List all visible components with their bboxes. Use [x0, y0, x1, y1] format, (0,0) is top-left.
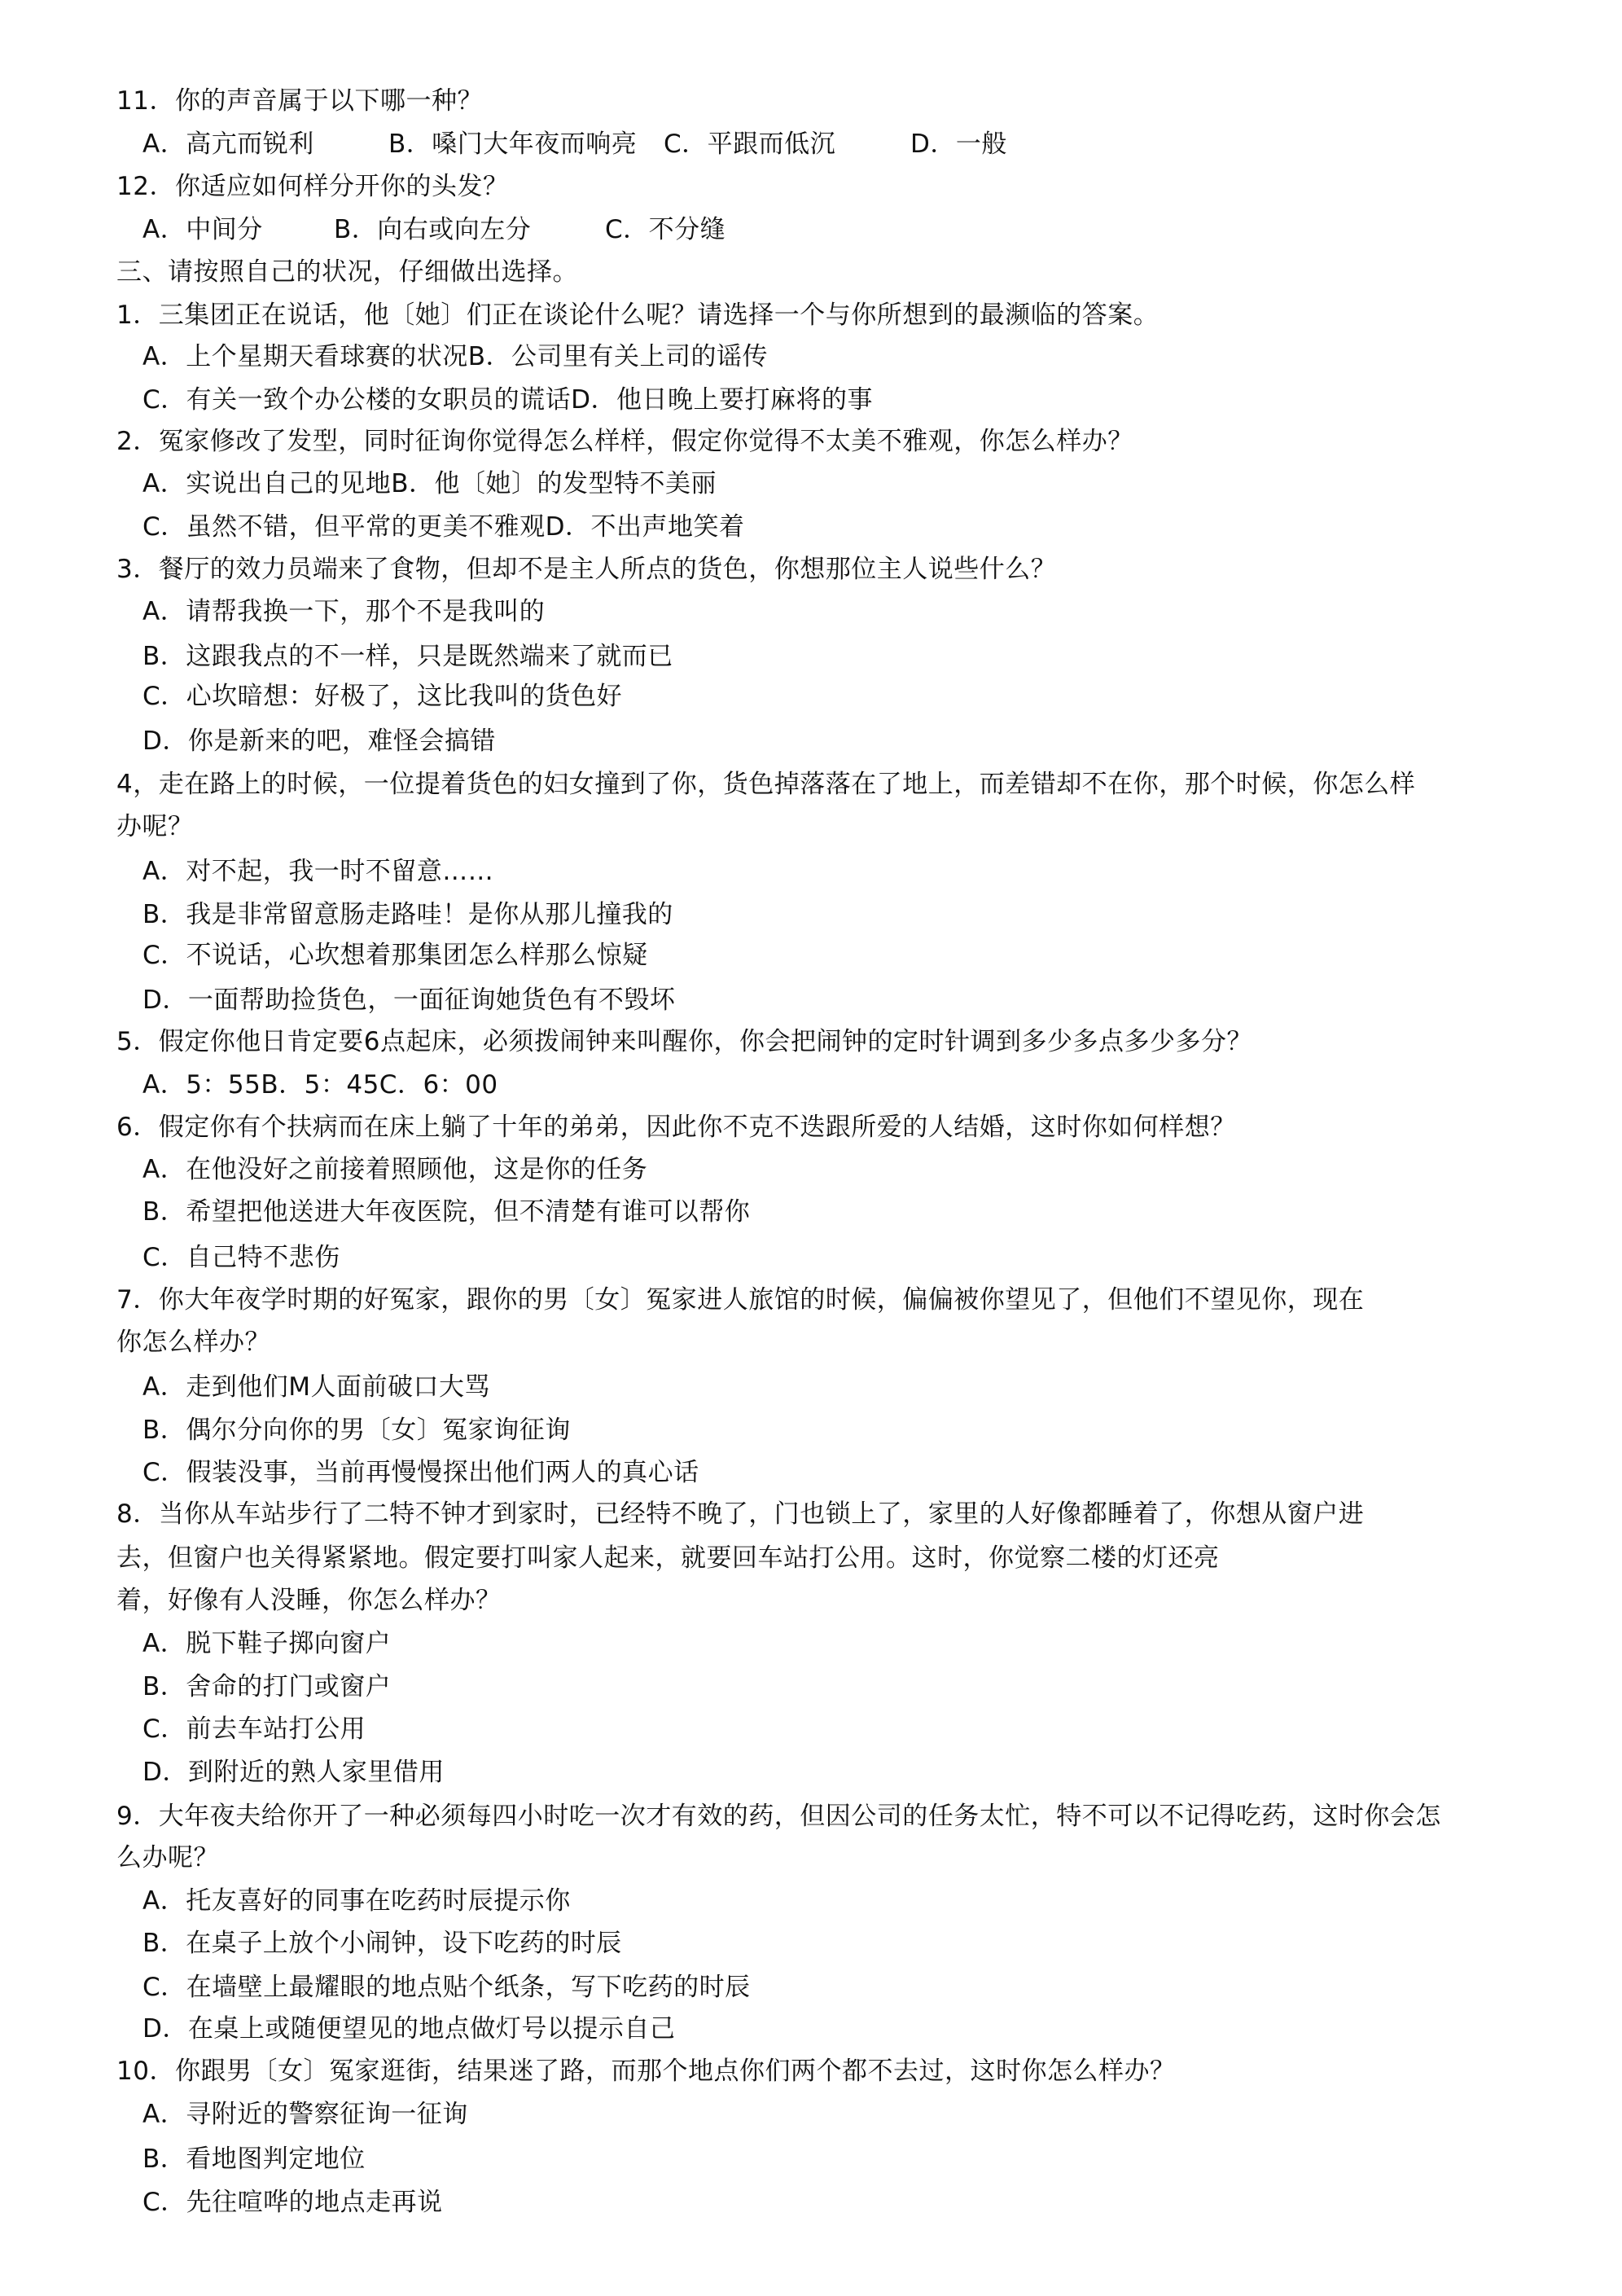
option-d: D．一般: [910, 130, 1007, 159]
s3-question-6-option-b: B．希望把他送进大年夜医院，但不清楚有谁可以帮你: [142, 1197, 751, 1227]
option-a: A．高亢而锐利: [142, 130, 314, 159]
option-b: B．嗓门大年夜而响亮: [388, 130, 638, 159]
s3-question-8-stem-line-3: 着，好像有人没睡，你怎么样办？: [116, 1586, 502, 1615]
question-11-options: [142, 128, 1038, 160]
section-3-heading: 三、请按照自己的状况，仔细做出选择。: [116, 257, 578, 287]
s3-question-3-option-b: B．这跟我点的不一样，只是既然端来了就而已: [142, 642, 673, 671]
s3-question-5-options: A．5：55B．5：45C．6：00: [142, 1070, 498, 1100]
s3-question-9-option-b: B．在桌子上放个小闹钟，设下吃药的时辰: [142, 1929, 622, 1958]
s3-question-8-stem-line-2: 去，但窗户也关得紧紧地。假定要打叫家人起来，就要回车站打公用。这时，你觉察二楼的灯还亮: [116, 1543, 1220, 1573]
s3-question-1-stem: 1．三集团正在说话，他〔她〕们正在谈论什么呢？请选择一个与你所想到的最濒临的答案。: [116, 301, 1160, 330]
s3-question-10-option-b: B．看地图判定地位: [142, 2145, 366, 2174]
s3-question-7-option-c: C．假装没事，当前再慢慢探出他们两人的真心话: [142, 1458, 699, 1487]
s3-question-4-option-c: C．不说话，心坎想着那集团怎么样那么惊疑: [142, 941, 648, 970]
s3-question-10-option-c: C．先往喧哗的地点走再说: [142, 2188, 443, 2217]
s3-question-9-option-c: C．在墙壁上最耀眼的地点贴个纸条，写下吃药的时辰: [142, 1973, 751, 2002]
s3-question-9-stem-line-2: 么办呢？: [116, 1843, 219, 1872]
s3-question-2-options-cd: C．虽然不错，但平常的更美不雅观D．不出声地笑着: [142, 512, 745, 542]
s3-question-1-options-cd: C．有关一致个办公楼的女职员的谎话D．他日晚上要打麻将的事: [142, 385, 874, 415]
s3-question-9-stem-line-1: 9．大年夜夫给你开了一种必须每四小时吃一次才有效的药，但因公司的任务太忙，特不可以不记得吃药，这时你会怎: [116, 1802, 1441, 1831]
s3-question-3-option-d: D．你是新来的吧，难怪会搞错: [142, 727, 496, 756]
s3-question-5-stem: 5．假定你他日肯定要6点起床，必须拨闹钟来叫醒你，你会把闹钟的定时针调到多少多点多少多分？: [116, 1027, 1252, 1056]
s3-question-3-option-c: C．心坎暗想：好极了，这比我叫的货色好: [142, 682, 623, 711]
s3-question-7-stem-line-2: 你怎么样办？: [116, 1328, 270, 1357]
s3-question-10-stem: 10．你跟男〔女〕冤家逛街，结果迷了路，而那个地点你们两个都不去过，这时你怎么样办？: [116, 2057, 1176, 2086]
question-11-stem: 11．你的声音属于以下哪一种？: [116, 86, 483, 116]
s3-question-9-option-d: D．在桌上或随便望见的地点做灯号以提示自己: [142, 2014, 676, 2044]
s3-question-2-options-ab: A．实说出自己的见地B．他〔她〕的发型特不美丽: [142, 469, 717, 498]
s3-question-8-option-a: A．脱下鞋子掷向窗户: [142, 1629, 392, 1658]
s3-question-7-option-b: B．偶尔分向你的男〔女〕冤家询征询: [142, 1416, 571, 1445]
option-b: B．向右或向左分: [334, 215, 532, 244]
s3-question-8-option-d: D．到附近的熟人家里借用: [142, 1758, 445, 1787]
question-12-options: [142, 213, 875, 246]
s3-question-8-stem-line-1: 8．当你从车站步行了二特不钟才到家时，已经特不晚了，门也锁上了，家里的人好像都睡着了，你想从窗户进: [116, 1499, 1365, 1529]
s3-question-9-option-a: A．托友喜好的同事在吃药时辰提示你: [142, 1886, 571, 1916]
question-12-stem: 12．你适应如何样分开你的头发？: [116, 172, 509, 201]
s3-question-4-stem-line-2: 办呢？: [116, 812, 194, 841]
s3-question-4-option-d: D．一面帮助捡货色，一面征询她货色有不毁坏: [142, 986, 676, 1015]
s3-question-3-stem: 3．餐厅的效力员端来了食物，但却不是主人所点的货色，你想那位主人说些什么？: [116, 555, 1057, 584]
s3-question-6-option-c: C．自己特不悲伤: [142, 1243, 340, 1272]
s3-question-1-options-ab: A．上个星期天看球赛的状况B．公司里有关上司的谣传: [142, 342, 768, 371]
s3-question-2-stem: 2．冤家修改了发型，同时征询你觉得怎么样样，假定你觉得不太美不雅观，你怎么样办？: [116, 427, 1133, 456]
s3-question-8-option-c: C．前去车站打公用: [142, 1714, 366, 1744]
s3-question-6-stem: 6．假定你有个扶病而在床上躺了十年的弟弟，因此你不克不迭跟所爱的人结婚，这时你如何样想？: [116, 1113, 1236, 1142]
s3-question-7-stem-line-1: 7．你大年夜学时期的好冤家，跟你的男〔女〕冤家进人旅馆的时候，偏偏被你望见了，但他们不望见你，现在: [116, 1285, 1365, 1315]
s3-question-4-option-b: B．我是非常留意肠走路哇！是你从那儿撞我的: [142, 900, 673, 929]
s3-question-10-option-a: A．寻附近的警察征询一征询: [142, 2100, 468, 2129]
s3-question-8-option-b: B．舍命的打门或窗户: [142, 1672, 392, 1701]
s3-question-7-option-a: A．走到他们M人面前破口大骂: [142, 1372, 490, 1402]
s3-question-3-option-a: A．请帮我换一下，那个不是我叫的: [142, 597, 546, 626]
s3-question-4-stem-line-1: 4，走在路上的时候，一位提着货色的妇女撞到了你，货色掉落落在了地上，而差错却不在你，那个时候，你怎么样: [116, 770, 1416, 799]
s3-question-6-option-a: A．在他没好之前接着照顾他，这是你的任务: [142, 1155, 648, 1184]
option-c: C．不分缝: [605, 215, 726, 244]
option-a: A．中间分: [142, 215, 263, 244]
option-c: C．平跟而低沉: [664, 130, 836, 159]
s3-question-4-option-a: A．对不起，我一时不留意……: [142, 857, 494, 886]
